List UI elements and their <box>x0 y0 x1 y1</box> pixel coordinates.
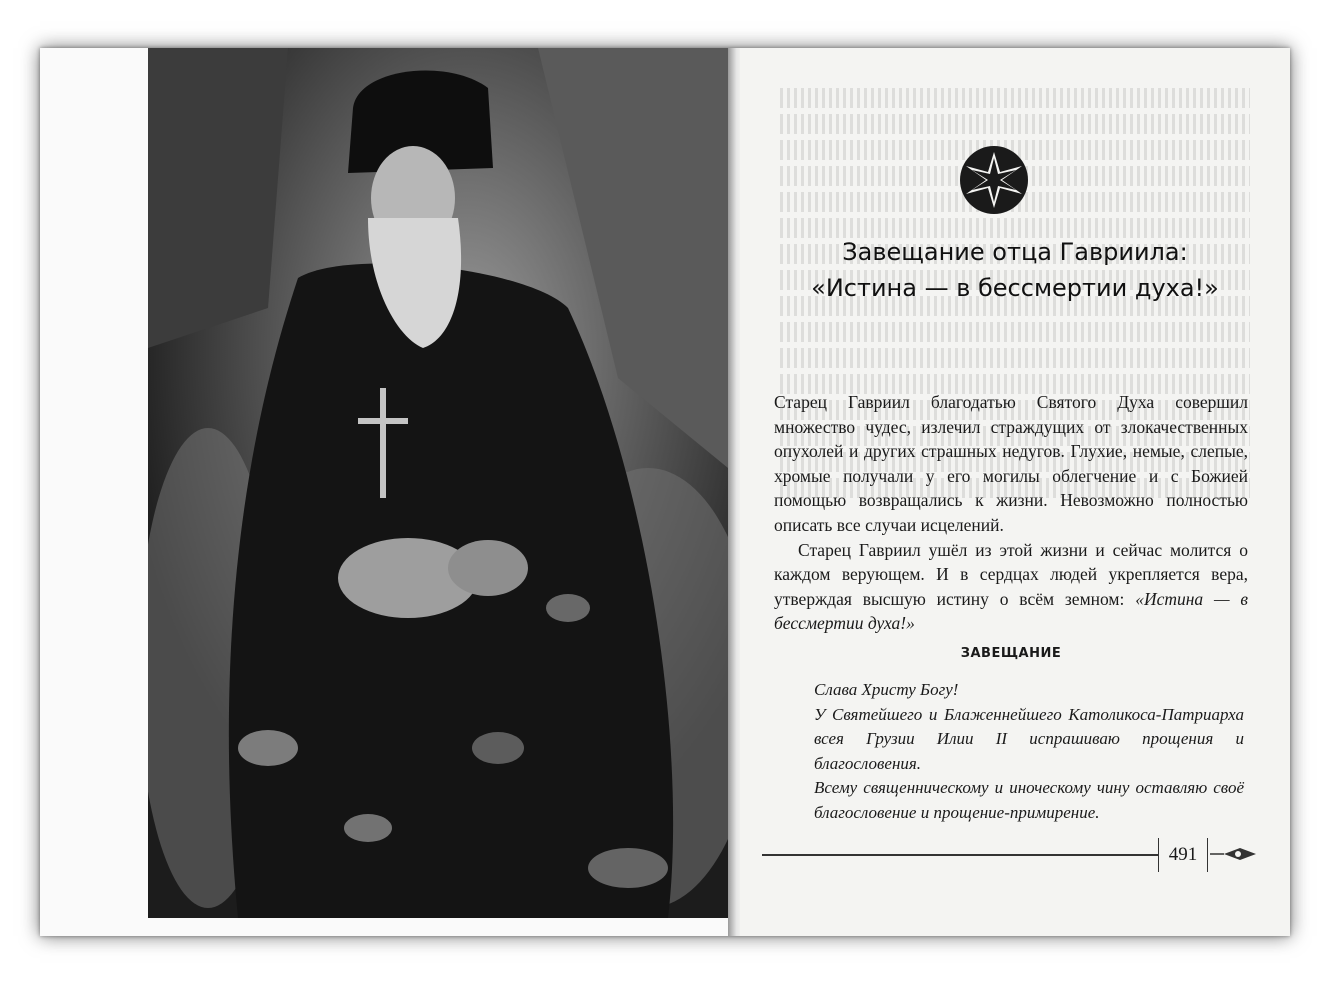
ornament-icon <box>1210 846 1260 862</box>
footer-rule <box>762 854 1159 856</box>
paragraph: Старец Гавриил благодатью Святого Духа совершил множество чудес, излечил страждущих от злокачественных опухолей и других страшных недугов. Глухие, немые, слепые, хромые получали у его могилы облегчение и с Божией помощью возвращались к жизни. Невозможно полностью описать все случаи исцелений. <box>774 392 1248 535</box>
page-title: Завещание отца Гавриила: <box>842 238 1188 266</box>
testament-line: Всему священническому и иноческому чину оставляю своё благословение и прощение-примирение. <box>814 778 1244 822</box>
right-page <box>740 48 1290 936</box>
page-number: 491 <box>1158 838 1208 872</box>
quote: «Истина — в бессмертии духа!» <box>774 588 1248 634</box>
monk-photograph <box>148 48 728 918</box>
left-page <box>40 48 728 936</box>
section-heading: ЗАВЕЩАНИЕ <box>960 646 1062 661</box>
testament-text <box>814 678 1244 826</box>
testament-line: У Святейшего и Блаженнейшего Католикоса-Патриарха всея Грузии Илии II испрашиваю прощения и благословения. <box>814 704 1244 773</box>
body-text <box>774 390 1248 636</box>
page-subtitle: «Истина — в бессмертии духа!» <box>811 274 1219 302</box>
paragraph <box>774 538 1248 636</box>
book-spread <box>40 48 1290 936</box>
testament-line: Слава Христу Богу! <box>814 680 959 699</box>
cross-emblem-icon <box>958 144 1030 216</box>
paragraph-text: Старец Гавриил ушёл из этой жизни и сейчас молится о каждом верующем. И в сердцах людей укрепляется вера, утверждая высшую истину о всём земном: <box>774 539 1248 609</box>
